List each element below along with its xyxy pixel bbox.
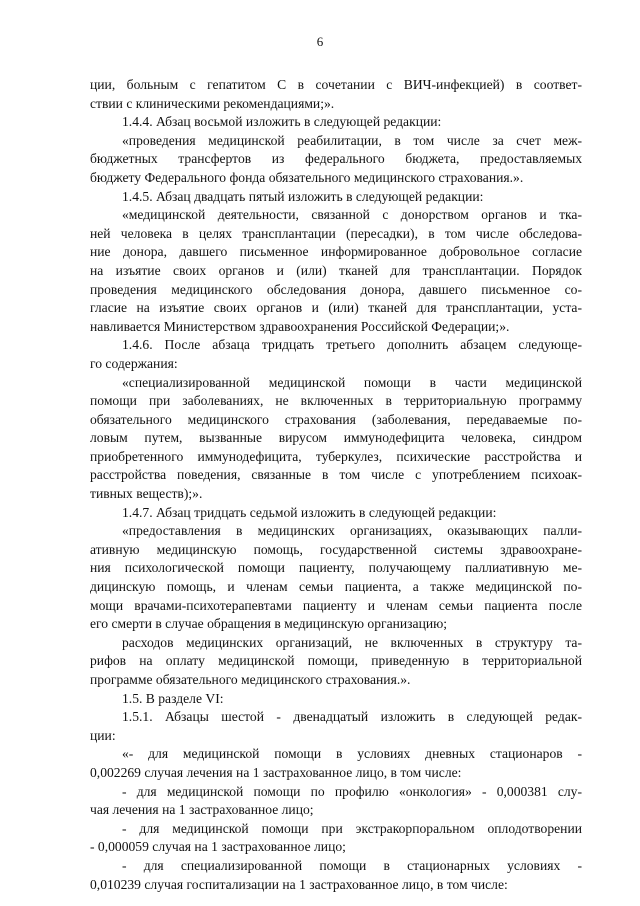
text-line: бюджету Федерального фонда обязательного медицинского страхования.». xyxy=(90,169,524,185)
text-line: 1.4.6. После абзаца тридцать третьего дополнить абзацем следующе- xyxy=(122,337,582,353)
text-line: тивных веществ);». xyxy=(90,486,203,502)
text-line: ативную медицинскую помощь, государственной системы здравоохране- xyxy=(90,541,582,557)
text-line: бюджетных трансфертов из федерального бюджета, предоставляемых xyxy=(90,151,582,167)
text-line: «проведения медицинской реабилитации, в том числе за счет меж- xyxy=(122,132,582,148)
text-line: расстройства поведения, связанные в том числе с употреблением психоак- xyxy=(90,467,582,483)
text-line: ствии с клиническими рекомендациями;». xyxy=(90,95,335,111)
text-line: дицинскую помощь, и членам семьи пациента, а также медицинской по- xyxy=(90,579,582,595)
page-number: 6 xyxy=(316,34,324,49)
text-line: на изъятие своих органов и (или) тканей для трансплантации. Порядок xyxy=(90,262,582,278)
text-line: гласие на изъятие своих органов и (или) тканей для трансплантации, уста- xyxy=(90,300,582,316)
text-line: 1.5. В разделе VI: xyxy=(122,690,224,706)
text-line: 0,002269 случая лечения на 1 застрахованное лицо, в том числе: xyxy=(90,764,462,780)
text-line: го содержания: xyxy=(90,355,178,371)
text-line: расходов медицинских организаций, не включенных в структуру та- xyxy=(122,634,582,650)
text-line: ния психологической помощи пациенту, получающему паллиативную ме- xyxy=(90,560,582,576)
text-line: помощи при заболеваниях, не включенных в территориальную программу xyxy=(90,393,582,409)
text-line: чая лечения на 1 застрахованное лицо; xyxy=(90,802,314,818)
text-line: 1.4.4. Абзац восьмой изложить в следующей редакции: xyxy=(122,114,442,130)
text-line: ции: xyxy=(90,727,116,743)
text-line: ней человека в целях трансплантации (пересадки), в том числе обследова- xyxy=(90,225,582,241)
text-line: обязательного медицинского страхования (заболевания, передаваемые по- xyxy=(90,411,582,427)
text-line: рифов на оплату медицинской помощи, приведенную в территориальной xyxy=(90,653,582,669)
text-line: 0,010239 случая госпитализации на 1 застрахованное лицо, в том числе: xyxy=(90,876,508,892)
text-line: 1.5.1. Абзацы шестой - двенадцатый изложить в следующей редак- xyxy=(122,709,582,725)
text-line: - для медицинской помощи при экстракорпоральном оплодотворении xyxy=(122,820,582,836)
text-line: - 0,000059 случая на 1 застрахованное лицо; xyxy=(90,839,346,855)
text-line: «- для медицинской помощи в условиях дневных стационаров - xyxy=(122,746,582,762)
text-line: 1.4.7. Абзац тридцать седьмой изложить в следующей редакции: xyxy=(122,504,497,520)
text-line: программе обязательного медицинского страхования.». xyxy=(90,672,411,687)
text-line: - для специализированной помощи в стационарных условиях - xyxy=(122,857,582,873)
text-line: его смерти в случае обращения в медицинскую организацию; xyxy=(90,616,448,632)
text-line: навливается Министерством здравоохранения Российской Федерации;». xyxy=(90,318,510,334)
text-line: мощи врачами-психотерапевтами пациенту и членам семьи пациента после xyxy=(90,597,582,613)
document-body xyxy=(90,76,582,894)
text-line: ние донора, давшего письменное информированное добровольное согласие xyxy=(90,244,582,260)
text-line: ции, больным с гепатитом С в сочетании с ВИЧ-инфекцией) в соответ- xyxy=(90,77,582,92)
text-line: 1.4.5. Абзац двадцать пятый изложить в следующей редакции: xyxy=(122,188,484,204)
text-line: приобретенного иммунодефицита, туберкулез, психические расстройства и xyxy=(90,448,582,464)
text-line: ловым путем, вызванные вирусом иммунодефицита человека, синдром xyxy=(90,430,582,446)
text-line: «специализированной медицинской помощи в части медицинской xyxy=(122,374,582,390)
text-line: проведения медицинского обследования донора, давшего письменное со- xyxy=(90,281,582,297)
text-line: «медицинской деятельности, связанной с донорством органов и тка- xyxy=(122,207,582,223)
text-line: - для медицинской помощи по профилю «онкология» - 0,000381 слу- xyxy=(122,783,582,799)
text-line: «предоставления в медицинских организациях, оказывающих палли- xyxy=(122,523,582,539)
